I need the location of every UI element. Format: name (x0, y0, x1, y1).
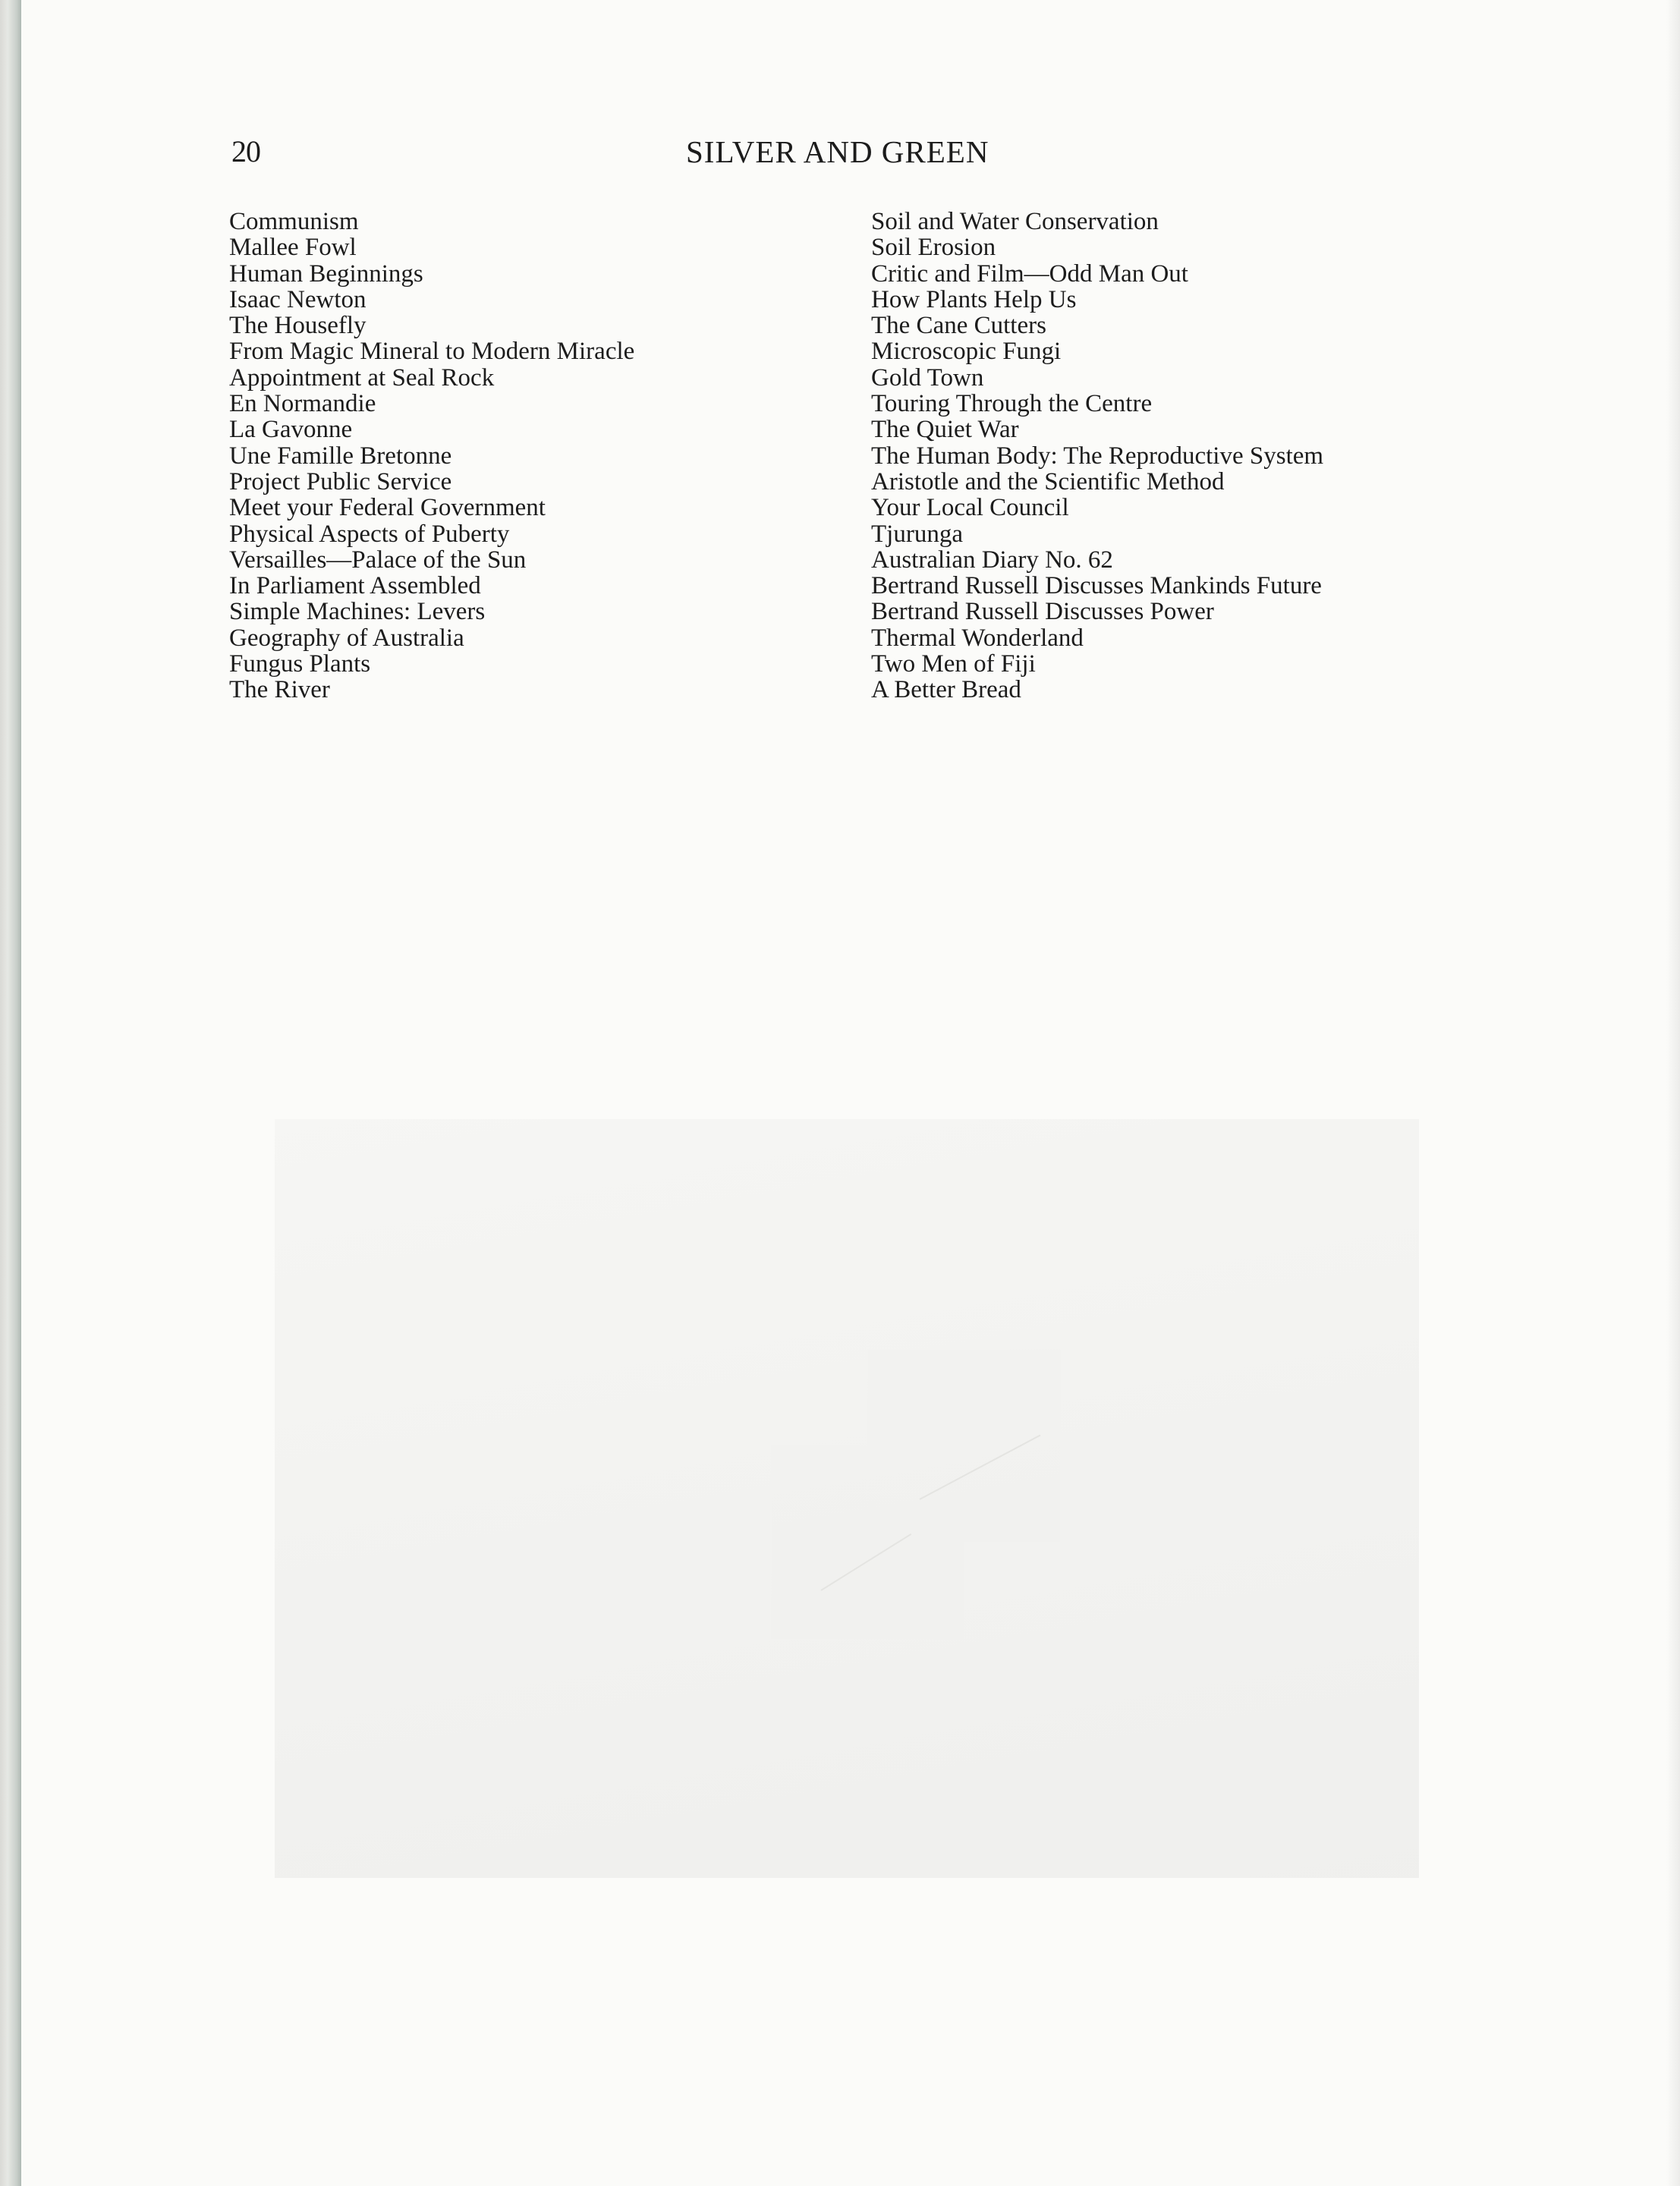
list-item: Soil Erosion (871, 234, 996, 262)
list-item: Critic and Film—Odd Man Out (871, 259, 1188, 288)
running-title: SILVER AND GREEN (686, 134, 989, 169)
list-item: Australian Diary No. 62 (871, 546, 1113, 574)
list-item: Versailles—Palace of the Sun (229, 546, 527, 574)
list-item: Project Public Service (229, 467, 452, 495)
list-item: Fungus Plants (229, 650, 371, 678)
list-item: Physical Aspects of Puberty (229, 520, 510, 548)
list-item: Tjurunga (871, 520, 963, 548)
list-item: Une Famille Bretonne (229, 442, 452, 470)
list-item: The Housefly (229, 312, 367, 340)
film-list-left (229, 209, 634, 703)
list-item: Mallee Fowl (229, 234, 357, 262)
list-item: Touring Through the Centre (871, 390, 1153, 418)
faded-photograph (275, 1119, 1419, 1878)
page-binding-edge (0, 0, 21, 2186)
photo-crease (920, 1435, 1041, 1500)
list-item: Appointment at Seal Rock (229, 363, 495, 392)
list-item: From Magic Mineral to Modern Miracle (229, 338, 635, 366)
list-item: Two Men of Fiji (871, 650, 1036, 678)
list-item: In Parliament Assembled (229, 572, 481, 600)
list-item: The Quiet War (871, 416, 1019, 444)
list-item: Thermal Wonderland (871, 624, 1084, 652)
list-item: En Normandie (229, 390, 376, 418)
film-list-right (871, 209, 1323, 703)
page-number: 20 (231, 134, 260, 168)
list-item: Bertrand Russell Discusses Mankinds Future (871, 572, 1322, 600)
list-item: Microscopic Fungi (871, 338, 1062, 366)
list-item: Communism (229, 208, 359, 235)
photo-crease (820, 1533, 911, 1591)
page-header (0, 129, 1680, 175)
list-item: La Gavonne (229, 416, 353, 444)
list-item: A Better Bread (871, 676, 1021, 704)
list-item: Meet your Federal Government (229, 494, 546, 522)
list-item: Human Beginnings (229, 259, 423, 288)
list-item: The River (229, 676, 330, 704)
list-item: Simple Machines: Levers (229, 598, 486, 626)
list-item: Isaac Newton (229, 285, 367, 313)
list-item: Bertrand Russell Discusses Power (871, 598, 1214, 626)
page-right-edge (1666, 0, 1680, 2186)
list-item: Gold Town (871, 363, 984, 392)
list-item: Aristotle and the Scientific Method (871, 467, 1225, 495)
list-item: The Cane Cutters (871, 312, 1046, 340)
list-item: Geography of Australia (229, 624, 464, 652)
list-item: How Plants Help Us (871, 285, 1077, 313)
list-item: Soil and Water Conservation (871, 208, 1159, 235)
list-item: The Human Body: The Reproductive System (871, 442, 1324, 470)
list-item: Your Local Council (871, 494, 1069, 522)
